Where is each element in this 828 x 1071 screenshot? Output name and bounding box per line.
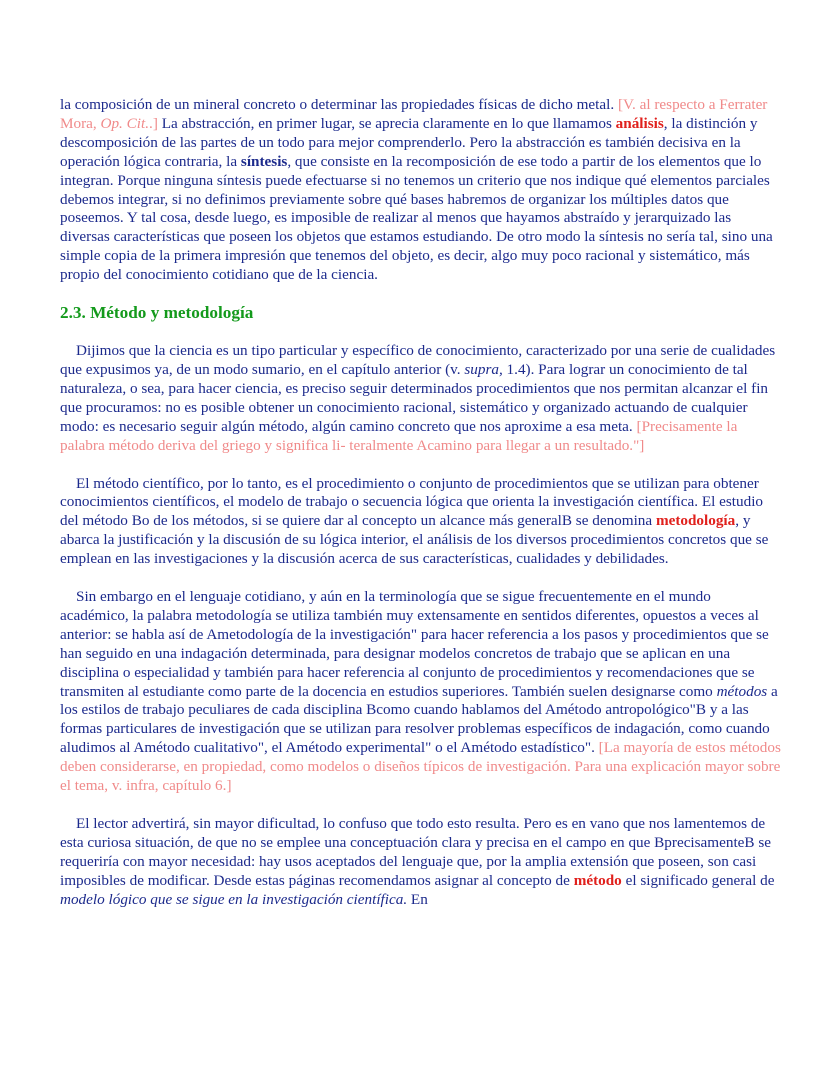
text-run: El método científico, por lo tanto, es el procedimiento o conjunto de procedimientos que se utilizan para obtener conocimientos científicos, el modelo de trabajo o secuencia lógica que orienta la investigación científica. El estudio del método Bo de los métodos, si se quiere dar al concepto un alcance más generalB se denomina [60,474,764,530]
note-italic: Op. Cit. [100,114,150,132]
text-run: 1.4). Para lograr un conocimiento de tal naturaleza, o sea, para hacer ciencia, es preciso seguir determinados procedimientos que nos permitan alcanzar el fin que procuramos: no es posible obtener un conocimiento racional, sistemático y organizado actuando de cualquier modo: es necesario seguir algún método, algún camino concreto que nos aproxime a esa meta. [60,360,769,435]
footnote-metodo: [Precisamente la palabra método deriva del griego y significa li- teralmente Acamino para llegar a un resultado."] [60,417,738,454]
footnote-modelos: [La mayoría de estos métodos deben considerarse, en propiedad, como modelos o diseños típicos de investigación. Para una explicación mayor sobre el tema, v. infra, capítulo 6.] [60,739,781,795]
keyword-metodo: método [573,871,622,889]
text-run: la composición de un mineral concreto o determinar las propiedades físicas de dicho metal. [60,96,618,113]
italic-metodos: métodos [716,682,768,700]
paragraph-abstraction [60,96,782,285]
text-run: En [407,890,428,908]
italic-definition: modelo lógico que se sigue en la investigación científica. [60,890,408,908]
section-heading: 2.3. Método y metodología [60,303,254,323]
italic-supra: supra, [464,360,503,378]
document-page [60,96,782,910]
note-text: [V. al respecto a Ferrater Mora, [60,96,768,132]
text-run: Sin embargo en el lenguaje cotidiano, y aún en la terminología que se sigue frecuentemente en el mundo académico, la palabra metodología se utiliza también muy extensamente en sentidos diferentes, opuestos a veces al anterior: se habla así de Ametodología de la investigación" para hacer referencia a los pasos y procedimientos que se han seguido en una indagación determinada, para designar modelos concretos de trabajo que se aplican en una disciplina o especialidad y también para hacer referencia al conjunto de procedimientos y recomendaciones que se transmiten al estudiante como parte de la docencia en estudios superiores. También suelen designarse como [60,588,769,700]
note-text-end: .] [149,114,162,132]
keyword-metodologia: metodología [655,512,736,530]
text-run: , que consiste en la recomposición de ese todo a partir de los elementos que lo integran. Porque ninguna síntesis puede efectuarse si no tenemos un criterio que nos indique qué elementos parciales debemos integrar, si no definimos previamente sobre qué bases habremos de organizar los múltiples datos que poseemos. Y tal cosa, desde luego, es imposible de realizar al menos que hayamos abstraído y jerarquizado las diversas características que poseen los objetos que estamos estudiando. De otro modo la síntesis no sería tal, sino una simple copia de la primera impresión que tenemos del objeto, es decir, algo muy poco racional y sistemático, más propio del conocimiento cotidiano que de la ciencia. [60,152,773,284]
paragraph-lector [60,815,782,910]
text-run: La abstracción, en primer lugar, se aprecia claramente en lo que llamamos [161,114,616,132]
paragraph-metodo-cientifico [60,475,782,570]
text-run: Dijimos que la ciencia es un tipo particular y específico de conocimiento, caracterizado por una serie de cualidades que expusimos ya, de un modo sumario, en el capítulo anterior (v. [60,342,776,378]
paragraph-lenguaje-cotidiano [60,588,782,796]
paragraph-ciencia [60,342,782,455]
text-run: el significado general de [621,871,775,889]
keyword-sintesis: síntesis [240,152,288,170]
text-run: a los estilos de trabajo peculiares de cada disciplina Bcomo cuando hablamos del Amétodo antropológico"B y a las formas particulares de investigación que se utilizan para resolver problemas específicos de indagación, como cuando aludimos al Amétodo cualitativo", el Amétodo experimental" o el Amétodo estadístico". [60,682,778,757]
text-run: El lector advertirá, sin mayor dificultad, lo confuso que todo esto resulta. Pero es en vano que nos lamentemos de esta curiosa situación, de que no se emplee una conceptuación clara y precisa en el campo en que BprecisamenteB se requeriría con mayor necesidad: hay usos aceptados del lenguaje que, por la amplia extensión que poseen, son casi imposibles de modificar. Desde estas páginas recomendamos asignar al concepto de [60,815,771,889]
text-run: , y abarca la justificación y la discusión de su lógica interior, el análisis de los diversos procedimientos concretos que se emplean en las investigaciones y la discusión acerca de sus características, cualidades y debilidades. [60,512,769,568]
keyword-analisis: análisis [615,114,664,132]
text-run: , la distinción y descomposición de las partes de un todo para mejor comprenderlo. Pero la abstracción es también decisiva en la operación lógica contraria, la [60,114,758,170]
